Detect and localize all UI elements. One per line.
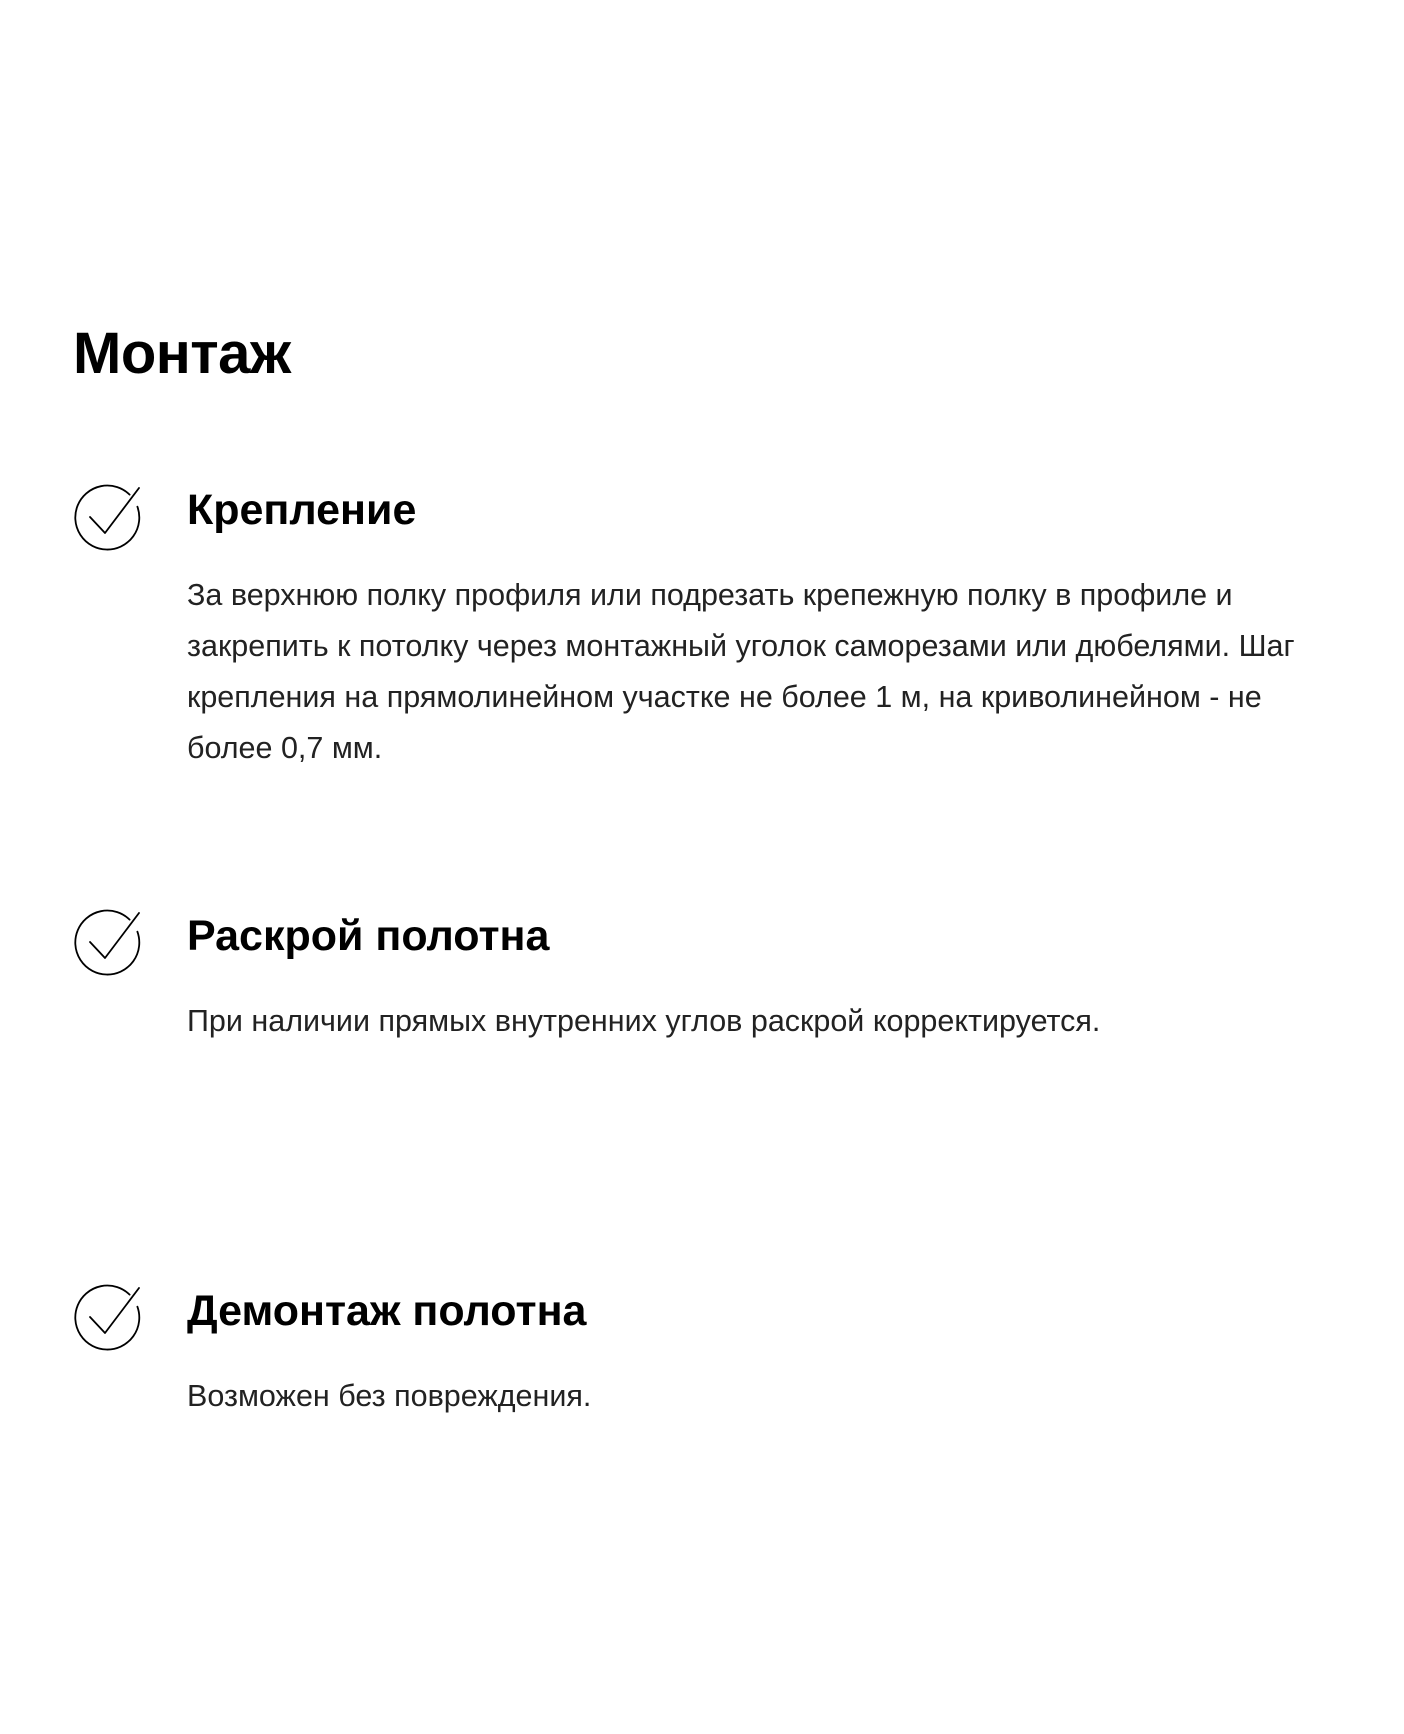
section-heading: Демонтаж полотна bbox=[187, 1287, 587, 1335]
section-heading: Крепление bbox=[187, 486, 417, 534]
page-title: Монтаж bbox=[73, 321, 291, 386]
check-circle-icon bbox=[73, 908, 143, 978]
check-circle-icon bbox=[73, 1283, 143, 1353]
section-text: За верхнюю полку профиля или подрезать крепежную полку в профиле и закрепить к потолку через монтажный уголок саморезами или дюбелями. Шаг крепления на прямолинейном участке не более 1 м, на криволинейном - не более 0,7 мм. bbox=[187, 578, 1295, 765]
check-circle-icon bbox=[73, 483, 143, 553]
section-text: Возможен без повреждения. bbox=[187, 1379, 592, 1413]
section-heading: Раскрой полотна bbox=[187, 912, 550, 960]
section-text: При наличии прямых внутренних углов раскрой корректируется. bbox=[187, 1004, 1101, 1038]
